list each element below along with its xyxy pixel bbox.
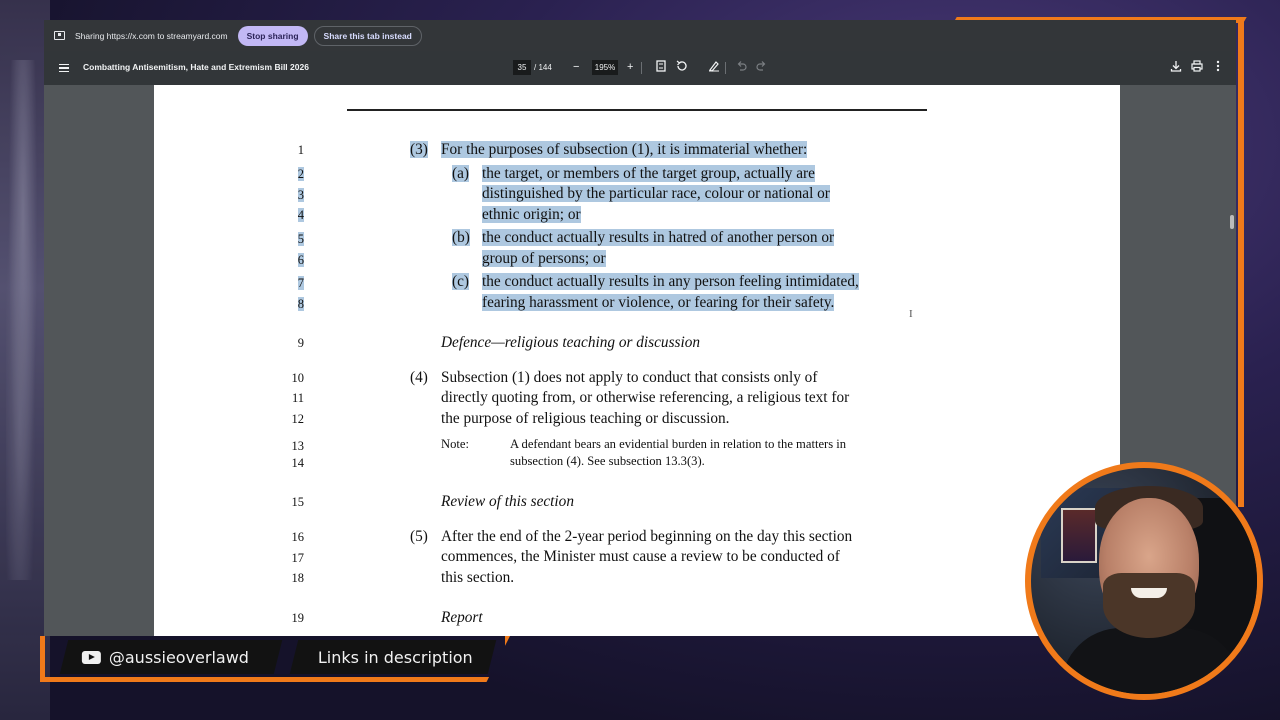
line-number: 8 — [297, 297, 304, 311]
text-cursor-icon: I — [909, 308, 913, 320]
redo-icon[interactable] — [756, 60, 767, 75]
line-number: 19 — [291, 611, 304, 625]
pdf-page — [154, 85, 1120, 636]
print-icon[interactable] — [1191, 60, 1203, 76]
subsection-5-line: this section. — [441, 569, 515, 586]
line-number: 13 — [291, 439, 304, 453]
line-number: 16 — [291, 530, 304, 544]
line-number: 14 — [291, 456, 304, 470]
screen-share-bar — [44, 20, 1236, 51]
more-icon[interactable] — [1216, 60, 1220, 76]
paragraph-c-label: (c) — [452, 273, 469, 290]
paragraph-a-line: the target, or members of the target group, actually are — [482, 165, 815, 182]
zoom-in-button[interactable]: + — [627, 61, 634, 73]
webcam-background-poster — [1061, 508, 1097, 563]
heading-review: Review of this section — [441, 493, 574, 510]
line-number: 10 — [291, 371, 304, 385]
subsection-3-text: For the purposes of subsection (1), it is immaterial whether: — [441, 141, 808, 158]
webcam-feed — [1025, 462, 1263, 700]
line-number: 17 — [291, 551, 304, 565]
share-status-text: Sharing https://x.com to streamyard.com — [75, 30, 228, 41]
line-number: 2 — [297, 167, 304, 181]
undo-icon[interactable] — [736, 60, 747, 75]
page-total: / 144 — [534, 63, 552, 72]
pdf-toolbar — [44, 51, 1236, 85]
menu-icon[interactable] — [59, 64, 69, 72]
links-text: Links in description — [318, 647, 473, 667]
paragraph-a-label: (a) — [452, 165, 469, 182]
toolbar-divider — [725, 62, 726, 74]
note-label: Note: — [441, 437, 469, 451]
line-number: 5 — [297, 232, 304, 246]
line-number: 18 — [291, 571, 304, 585]
paragraph-a-line: distinguished by the particular race, colour or national or — [482, 185, 830, 202]
youtube-handle: @aussieoverlawd — [109, 647, 250, 667]
document-title: Combatting Antisemitism, Hate and Extremism Bill 2026 — [83, 62, 309, 72]
rotate-icon[interactable] — [676, 60, 688, 76]
note-line: subsection (4). See subsection 13.3(3). — [510, 454, 705, 468]
annotate-icon[interactable] — [708, 60, 720, 76]
subsection-5-line: commences, the Minister must cause a review to be conducted of — [441, 548, 840, 565]
paragraph-a-line: ethnic origin; or — [482, 206, 581, 223]
subsection-4-line: Subsection (1) does not apply to conduct that consists only of — [441, 369, 818, 386]
line-number: 6 — [297, 253, 304, 267]
fit-page-icon[interactable] — [656, 60, 666, 76]
download-icon[interactable] — [1170, 60, 1182, 76]
youtube-handle-banner — [60, 640, 282, 674]
paragraph-c-line: the conduct actually results in any person feeling intimidated, — [482, 273, 859, 290]
webcam-person-beard — [1103, 573, 1195, 638]
paragraph-b-line: group of persons; or — [482, 250, 606, 267]
line-number: 9 — [297, 336, 304, 350]
toolbar-divider — [641, 62, 642, 74]
note-line: A defendant bears an evidential burden in relation to the matters in — [510, 437, 847, 451]
line-number: 4 — [297, 208, 304, 222]
line-number: 15 — [291, 495, 304, 509]
paragraph-b-line: the conduct actually results in hatred of another person or — [482, 229, 835, 246]
frame-accent-right — [1238, 17, 1244, 507]
scrollbar-thumb[interactable] — [1230, 215, 1234, 229]
subsection-4-line: the purpose of religious teaching or discussion. — [441, 410, 730, 427]
background-statue — [0, 0, 50, 720]
line-number: 11 — [291, 391, 304, 405]
share-this-tab-button[interactable]: Share this tab instead — [314, 26, 422, 46]
webcam-person-body — [1061, 628, 1241, 700]
page-number-input[interactable]: 35 — [513, 60, 531, 75]
line-number: 12 — [291, 412, 304, 426]
subsection-5-label: (5) — [410, 528, 428, 545]
page-rule — [347, 109, 927, 111]
line-number: 7 — [297, 276, 304, 290]
stop-sharing-button[interactable]: Stop sharing — [238, 26, 308, 46]
subsection-3-label: (3) — [410, 141, 428, 158]
screen-share-icon — [54, 31, 65, 40]
subsection-5-line: After the end of the 2-year period beginning on the day this section — [441, 528, 853, 545]
webcam-person-smile — [1131, 588, 1167, 598]
zoom-out-button[interactable]: − — [573, 61, 580, 73]
line-number: 1 — [297, 143, 304, 157]
paragraph-c-line: fearing harassment or violence, or fearing for their safety. — [482, 294, 835, 311]
links-banner — [290, 640, 496, 674]
line-number: 3 — [297, 188, 304, 202]
subsection-4-label: (4) — [410, 369, 428, 386]
youtube-icon — [82, 651, 101, 664]
zoom-input[interactable]: 195% — [592, 60, 618, 75]
subsection-4-line: directly quoting from, or otherwise referencing, a religious text for — [441, 389, 850, 406]
heading-report: Report — [441, 609, 483, 626]
heading-defence: Defence—religious teaching or discussion — [441, 334, 701, 351]
paragraph-b-label: (b) — [452, 229, 470, 246]
